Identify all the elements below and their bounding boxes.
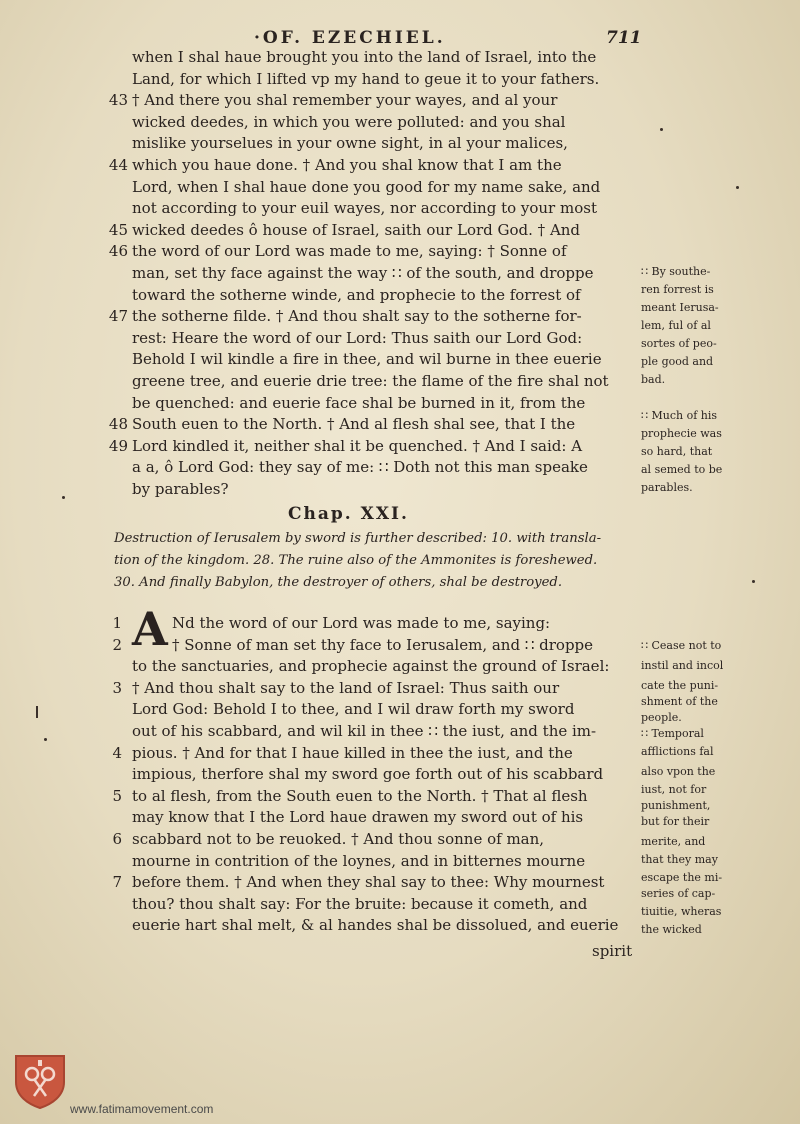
verse-number: 4 — [112, 743, 122, 762]
text-line: impious, therfore shal my sword goe forth out of his scabbard — [132, 765, 604, 784]
fatima-movement-seal-icon — [12, 1052, 68, 1110]
verse-number: 3 — [112, 678, 122, 697]
text-line: when I shal haue brought you into the land of Israel, into the — [132, 48, 597, 66]
ink-speck — [736, 186, 739, 189]
text-line: by parables? — [132, 480, 229, 498]
verse-number: 2 — [112, 635, 122, 654]
text-line: euerie hart shal melt, & al handes shal be dissolued, and euerie — [132, 916, 619, 935]
text-line: Nd the word of our Lord was made to me, saying: — [172, 614, 551, 632]
text-line: pious. † And for that I haue killed in thee the iust, and the — [132, 743, 573, 762]
margin-note-line: that they may — [641, 853, 718, 866]
margin-note-line: iust, not for — [641, 783, 707, 796]
text-line: Land, for which I lifted vp my hand to geue it to your fathers. — [132, 69, 600, 88]
text-line: toward the sotherne winde, and prophecie to the forrest of — [132, 285, 581, 304]
text-line: before them. † And when they shal say to thee: Why mournest — [132, 873, 605, 892]
verse-number: 47 — [108, 307, 128, 326]
margin-note-line: also vpon the — [641, 765, 716, 778]
text-line: the sotherne filde. † And thou shalt say to the sotherne for- — [132, 307, 582, 326]
ink-speck — [44, 738, 47, 741]
text-line: to al flesh, from the South euen to the North. † That al flesh — [132, 786, 588, 805]
text-line: man, set thy face against the way ∷ of the south, and droppe — [132, 264, 594, 282]
verse-number: 6 — [112, 830, 122, 848]
margin-note-line: sortes of peo- — [641, 337, 717, 350]
verse-number: 5 — [112, 786, 122, 805]
text-line: Lord God: Behold I to thee, and I wil draw forth my sword — [132, 700, 575, 719]
margin-note-line: al semed to be — [641, 463, 723, 476]
text-line: thou? thou shalt say: For the bruite: because it cometh, and — [132, 894, 588, 913]
text-line: † And there you shal remember your wayes, and al your — [132, 91, 558, 110]
margin-note-line: shment of the — [641, 695, 718, 708]
text-line: the word of our Lord was made to me, saying: † Sonne of — [132, 242, 567, 261]
margin-note-line: so hard, that — [641, 445, 713, 458]
text-line: † And thou shalt say to the land of Israel: Thus saith our — [132, 678, 560, 697]
chapter-title: Chap. XXI. — [288, 504, 409, 524]
drop-cap: A — [132, 602, 168, 656]
margin-note-line: prophecie was — [641, 427, 722, 440]
text-line: Behold I wil kindle a fire in thee, and wil burne in thee euerie — [132, 350, 602, 369]
ink-speck — [660, 128, 663, 131]
running-head: ·OF. EZECHIEL. — [254, 28, 446, 48]
text-line: greene tree, and euerie drie tree: the flame of the fire shal not — [132, 372, 609, 390]
margin-note-line: ren forrest is — [641, 283, 714, 296]
text-line: Lord kindled it, neither shal it be quenched. † And I said: A — [132, 436, 583, 455]
margin-note-line: parables. — [641, 481, 693, 494]
verse-number: 46 — [108, 242, 128, 261]
margin-note-line: ∷ Cease not to — [641, 639, 722, 652]
text-line: mourne in contrition of the loynes, and in bitternes mourne — [132, 851, 586, 870]
margin-note-line: people. — [641, 711, 682, 724]
margin-note-line: escape the mi- — [641, 871, 723, 884]
text-line: which you haue done. † And you shal know that I am the — [132, 156, 562, 174]
text-line: † Sonne of man set thy face to Ierusalem, and ∷ droppe — [172, 635, 594, 654]
verse-number: 48 — [108, 415, 128, 434]
verse-number: 7 — [112, 873, 122, 892]
summary-line: Destruction of Ierusalem by sword is further described: 10. with transla- — [114, 531, 602, 546]
verse-number: 1 — [112, 614, 122, 632]
text-line: to the sanctuaries, and prophecie against the ground of Israel: — [132, 657, 610, 676]
margin-note-line: ple good and — [641, 355, 714, 368]
verse-number: 45 — [108, 220, 128, 239]
margin-note-line: the wicked — [641, 923, 702, 936]
margin-note-line: meant Ierusa- — [641, 301, 719, 314]
margin-note-line: merite, and — [641, 835, 706, 848]
text-line: a a, ô Lord God: they say of me: ∷ Doth not this man speake — [132, 458, 588, 477]
margin-note-line: bad. — [641, 373, 666, 386]
verse-number: 44 — [108, 156, 128, 174]
summary-line: tion of the kingdom. 28. The ruine also of the Ammonites is foreshewed. — [114, 553, 598, 568]
text-line: mislike yourselues in your owne sight, in al your malices, — [132, 134, 568, 153]
ink-speck — [36, 706, 38, 718]
text-line: wicked deedes, in which you were polluted: and you shal — [132, 112, 566, 131]
margin-note-line: punishment, — [641, 799, 711, 812]
summary-line: 30. And finally Babylon, the destroyer of others, shal be destroyed. — [114, 575, 563, 590]
text-line: not according to your euil wayes, nor according to your most — [132, 199, 597, 218]
margin-note-line: instil and incol — [641, 659, 724, 672]
verse-number: 43 — [108, 91, 128, 110]
margin-note-line: series of cap- — [641, 887, 716, 900]
text-line: be quenched: and euerie face shal be burned in it, from the — [132, 393, 586, 412]
text-line: South euen to the North. † And al flesh shal see, that I the — [132, 415, 576, 434]
text-line: scabbard not to be reuoked. † And thou sonne of man, — [132, 830, 545, 848]
ink-speck — [62, 496, 65, 499]
text-line: out of his scabbard, and wil kil in thee ∷ the iust, and the im- — [132, 722, 597, 740]
text-line: may know that I the Lord haue drawen my sword out of his — [132, 808, 584, 827]
margin-note-line: cate the puni- — [641, 679, 719, 692]
text-line: Lord, when I shal haue done you good for my name sake, and — [132, 177, 601, 196]
margin-note-line: tiuitie, wheras — [641, 905, 722, 918]
text-line: wicked deedes ô house of Israel, saith our Lord God. † And — [132, 220, 581, 239]
margin-note-line: ∷ By southe- — [641, 265, 711, 278]
margin-note-line: ∷ Much of his — [641, 409, 718, 422]
page-number: 711 — [606, 28, 642, 48]
margin-note-line: but for their — [641, 815, 710, 828]
footer-url: www.fatimamovement.com — [70, 1102, 214, 1116]
catchword: spirit — [592, 942, 633, 960]
margin-note-line: ∷ Temporal — [641, 727, 704, 740]
margin-note-line: afflictions fal — [641, 745, 714, 758]
margin-note-line: lem, ful of al — [641, 319, 711, 332]
ink-speck — [752, 580, 755, 583]
text-line: rest: Heare the word of our Lord: Thus saith our Lord God: — [132, 328, 583, 347]
verse-number: 49 — [108, 436, 128, 455]
